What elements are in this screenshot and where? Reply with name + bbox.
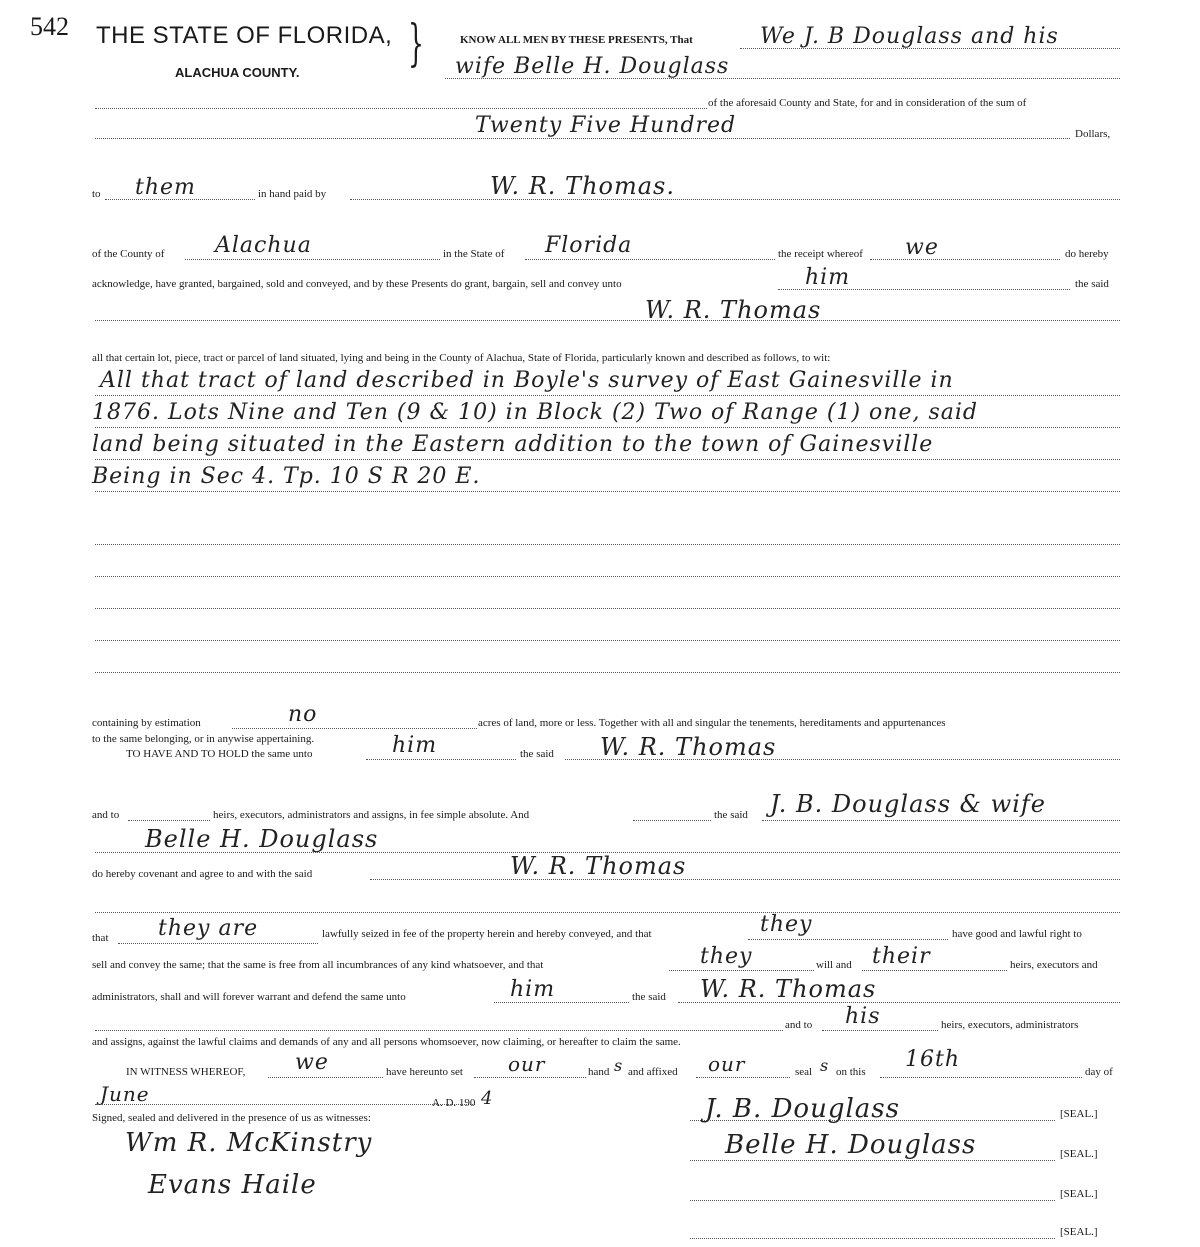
his-written: his bbox=[845, 1004, 881, 1029]
sum-written: Twenty Five Hundred bbox=[475, 113, 737, 138]
in-witness-text: IN WITNESS WHEREOF, bbox=[126, 1066, 246, 1078]
seal-label: [SEAL.] bbox=[1060, 1188, 1098, 1200]
hands-s-written: s bbox=[614, 1056, 624, 1075]
day-written: 16th bbox=[905, 1047, 961, 1072]
acres-text: acres of land, more or less. Together with all and singular the tenements, hereditaments and appurtenances bbox=[478, 717, 946, 729]
county-heading: ALACHUA COUNTY. bbox=[175, 65, 300, 80]
heirs-exec-text: heirs, executors, administrators and assigns, in fee simple absolute. And bbox=[213, 809, 530, 821]
containing-text: containing by estimation bbox=[92, 717, 201, 729]
to-whom-written: them bbox=[135, 175, 196, 200]
covenant-with-written: W. R. Thomas bbox=[510, 852, 687, 880]
to-have-unto-written: him bbox=[392, 733, 438, 758]
receipt-written: we bbox=[905, 235, 939, 260]
description-line: All that tract of land described in Boyle's survey of East Gainesville in bbox=[100, 368, 954, 393]
description-line: land being situated in the Eastern addition to the town of Gainesville bbox=[92, 432, 934, 457]
description-line: Being in Sec 4. Tp. 10 S R 20 E. bbox=[92, 464, 481, 489]
and-said2-written: Belle H. Douglass bbox=[145, 825, 379, 853]
and-assigns-text: and assigns, against the lawful claims and demands of any and all persons whomsoever, now claiming, or hereafter to claim the same. bbox=[92, 1036, 681, 1048]
our2-written: our bbox=[708, 1052, 746, 1076]
day-of-text: day of bbox=[1085, 1066, 1113, 1078]
to-have-said-written: W. R. Thomas bbox=[600, 733, 777, 761]
grantee-written: W. R. Thomas bbox=[645, 296, 822, 324]
administrators-text: administrators, shall and will forever warrant and defend the same unto bbox=[92, 991, 406, 1003]
county-written: Alachua bbox=[215, 233, 312, 258]
witness1-signature: Wm R. McKinstry bbox=[125, 1128, 373, 1158]
page-number: 542 bbox=[30, 12, 69, 41]
witness2-signature: Evans Haile bbox=[148, 1170, 317, 1200]
have-hereunto-text: have hereunto set bbox=[386, 1066, 463, 1078]
and-to-text: and to bbox=[92, 809, 120, 821]
description-line: 1876. Lots Nine and Ten (9 & 10) in Block (2) Two of Range (1) one, said bbox=[92, 400, 978, 425]
the-said4-text: the said bbox=[632, 991, 666, 1003]
acres-written: no bbox=[288, 702, 318, 727]
unto-written: him bbox=[805, 265, 851, 290]
the-said-text: the said bbox=[1075, 278, 1109, 290]
heirs-exec-and-text: heirs, executors and bbox=[1010, 959, 1098, 971]
warrant-unto-written: him bbox=[510, 977, 556, 1002]
their-written: their bbox=[872, 944, 931, 969]
of-county-text: of the County of bbox=[92, 248, 165, 260]
belonging-text: to the same belonging, or in anywise appertaining. bbox=[92, 733, 315, 745]
warrant-said-written: W. R. Thomas bbox=[700, 975, 877, 1003]
seal-text: seal bbox=[795, 1066, 813, 1078]
covenant-text: do hereby covenant and agree to and with the said bbox=[92, 868, 313, 880]
heirs-exec-admin-text: heirs, executors, administrators bbox=[941, 1019, 1079, 1031]
grantor2-signature: Belle H. Douglass bbox=[725, 1130, 977, 1160]
to-have-text: TO HAVE AND TO HOLD the same unto bbox=[126, 748, 313, 760]
month-written: June bbox=[100, 1082, 150, 1106]
seals-s-written: s bbox=[820, 1056, 830, 1075]
in-hand-text: in hand paid by bbox=[258, 188, 327, 200]
the-said2-text: the said bbox=[520, 748, 554, 760]
and-said-written: J. B. Douglass & wife bbox=[770, 790, 1046, 818]
and-to2-text: and to bbox=[785, 1019, 813, 1031]
will-and-text: will and bbox=[816, 959, 852, 971]
they-are-written: they are bbox=[158, 916, 259, 941]
aforesaid-text: of the aforesaid County and State, for and in consideration of the sum of bbox=[708, 97, 1027, 109]
dollars-text: Dollars, bbox=[1075, 128, 1111, 140]
to-text: to bbox=[92, 188, 101, 200]
witness-we-written: we bbox=[295, 1050, 329, 1075]
do-hereby-text: do hereby bbox=[1065, 248, 1109, 260]
lawfully-text: lawfully seized in fee of the property herein and hereby conveyed, and that bbox=[322, 928, 652, 940]
seal-label: [SEAL.] bbox=[1060, 1148, 1098, 1160]
on-this-text: on this bbox=[836, 1066, 866, 1078]
sell-convey-text: sell and convey the same; that the same is free from all incumbrances of any kind whatsoever, and that bbox=[92, 959, 544, 971]
know-all-text: KNOW ALL MEN BY THESE PRESENTS, That bbox=[460, 34, 693, 46]
acknowledge-text: acknowledge, have granted, bargained, sold and conveyed, and by these Presents do grant, bargain, sell and convey unto bbox=[92, 278, 622, 290]
state-title: THE STATE OF FLORIDA, bbox=[96, 22, 393, 49]
they2-written: they bbox=[700, 944, 753, 969]
seal-label: [SEAL.] bbox=[1060, 1108, 1098, 1120]
the-said3-text: the said bbox=[714, 809, 748, 821]
seal-label: [SEAL.] bbox=[1060, 1226, 1098, 1238]
signed-text: Signed, sealed and delivered in the presence of us as witnesses: bbox=[92, 1112, 371, 1124]
affixed-text: and affixed bbox=[628, 1066, 678, 1078]
ad-text: A. D. 190 bbox=[432, 1097, 476, 1109]
that-text: that bbox=[92, 932, 109, 944]
hand-text: hand bbox=[588, 1066, 610, 1078]
in-state-text: in the State of bbox=[443, 248, 505, 260]
grantors-line2: wife Belle H. Douglass bbox=[455, 54, 730, 79]
brace: } bbox=[407, 14, 424, 72]
state-written: Florida bbox=[545, 233, 633, 258]
grantor1-signature: J. B. Douglass bbox=[705, 1094, 900, 1124]
receipt-text: the receipt whereof bbox=[778, 248, 863, 260]
they1-written: they bbox=[760, 912, 813, 937]
year-digit-written: 4 bbox=[481, 1088, 494, 1109]
all-that-text: all that certain lot, piece, tract or parcel of land situated, lying and being in the County of Alachua, State of Florida, particularly known and described as follows, to wit: bbox=[92, 352, 831, 364]
grantors-line1: We J. B Douglass and his bbox=[760, 24, 1059, 49]
our1-written: our bbox=[508, 1052, 546, 1076]
paid-by-written: W. R. Thomas. bbox=[490, 172, 675, 200]
have-good-text: have good and lawful right to bbox=[952, 928, 1082, 940]
